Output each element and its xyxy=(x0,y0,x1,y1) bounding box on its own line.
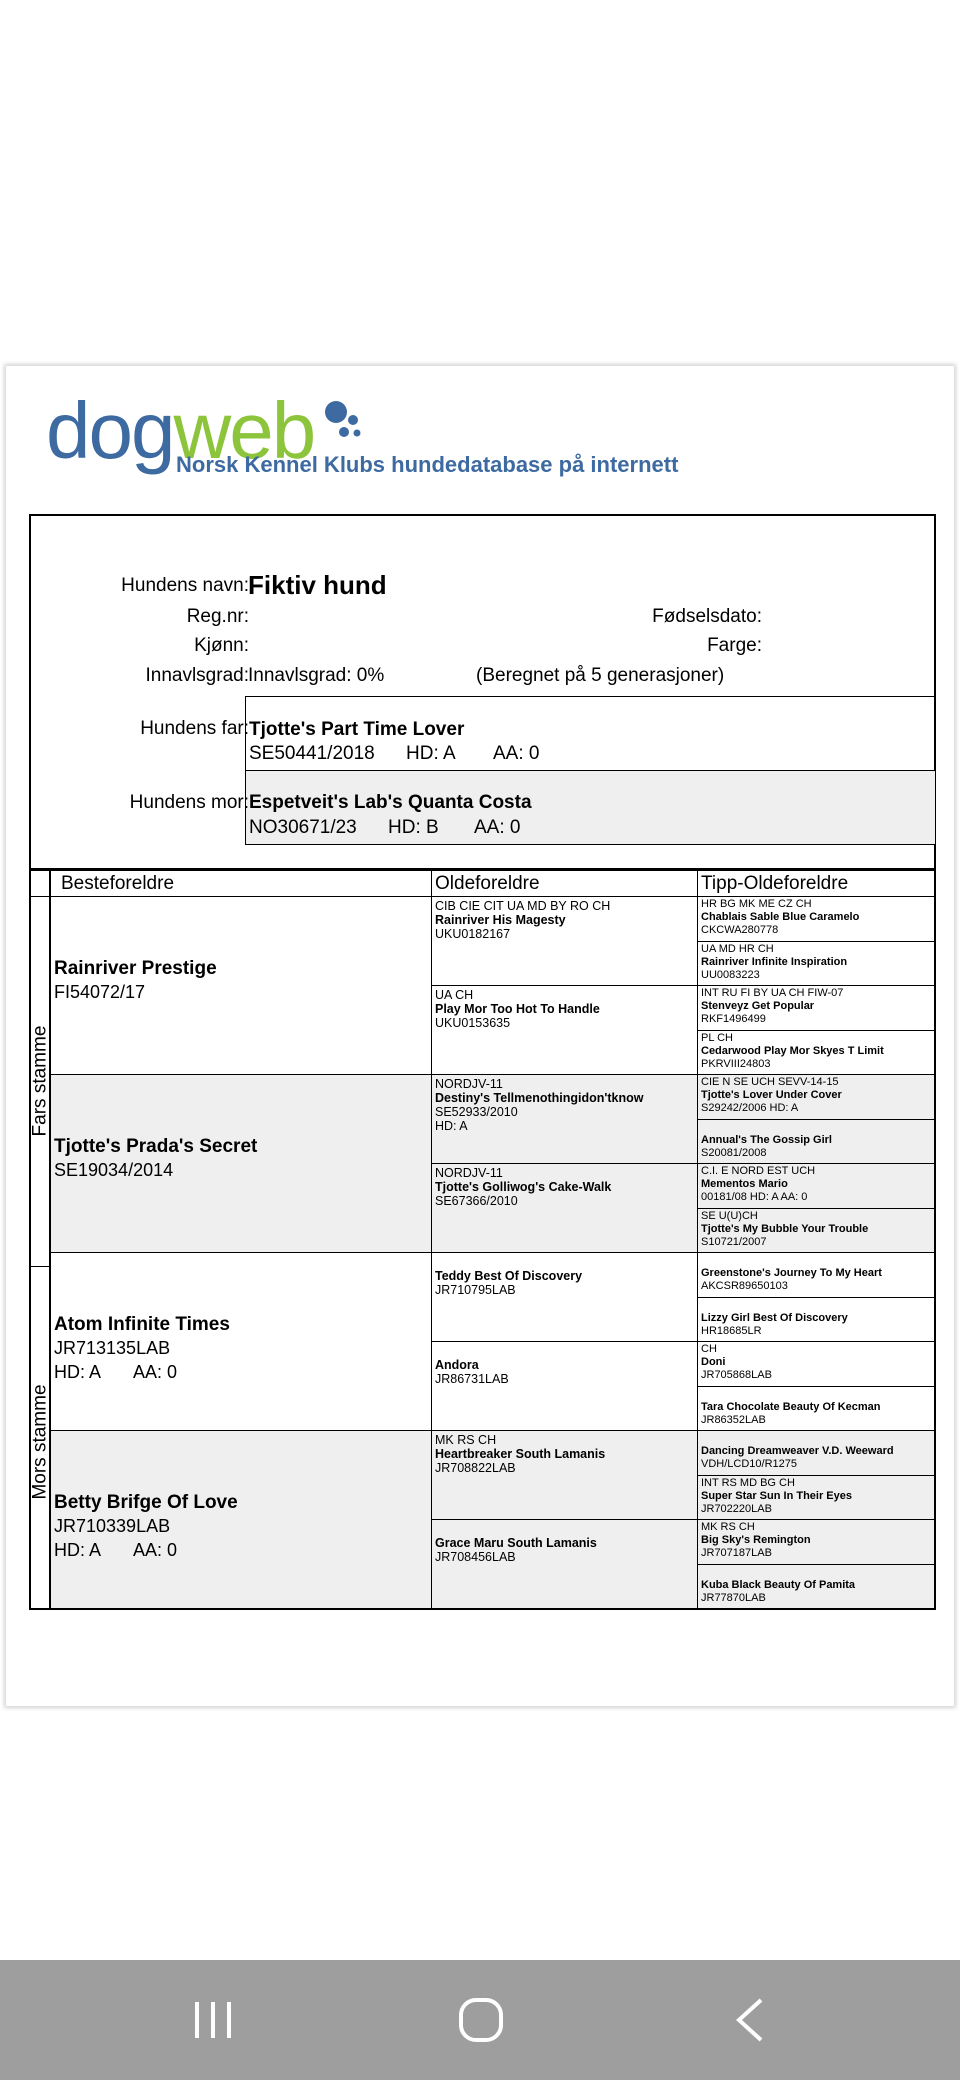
great-great-title: PL CH xyxy=(701,1031,733,1044)
great-great-reg: PKRVIII24803 xyxy=(701,1057,771,1070)
sire-box xyxy=(245,696,936,771)
great-grandparent-cell xyxy=(431,1252,698,1342)
great-great-grandparent-cell xyxy=(697,1430,936,1476)
great-great-reg: JR77870LAB xyxy=(701,1591,766,1604)
great-great-reg: HR18685LR xyxy=(701,1324,762,1337)
great-grandparent-name: Tjotte's Golliwog's Cake-Walk xyxy=(435,1180,612,1194)
grandparent-name: Rainriver Prestige xyxy=(54,958,217,979)
dogweb-logo: dogweb xyxy=(46,386,315,475)
grandparent-reg: FI54072/17 xyxy=(54,982,146,1002)
great-great-grandparent-cell xyxy=(697,896,936,942)
grandparent-cell xyxy=(50,1252,432,1431)
great-grandparent-cell xyxy=(431,1074,698,1164)
dam-box xyxy=(245,770,936,845)
great-grandparent-cell xyxy=(431,1430,698,1520)
grandparent-cell xyxy=(50,896,432,1075)
great-great-title: INT RU FI BY UA CH FIW-07 xyxy=(701,987,844,999)
great-great-title: C.I. E NORD EST UCH xyxy=(701,1165,816,1177)
great-great-title: MK RS CH xyxy=(701,1521,755,1533)
great-grandparent-reg: JR710795LAB xyxy=(435,1283,516,1297)
great-great-name: Doni xyxy=(701,1356,726,1368)
great-great-grandparent-cell xyxy=(697,1341,936,1387)
great-great-reg: AKCSR89650103 xyxy=(701,1280,788,1292)
great-grandparent-reg: SE67366/2010 xyxy=(435,1194,518,1208)
great-great-name: Annual's The Gossip Girl xyxy=(701,1133,832,1146)
great-grandparent-name: Grace Maru South Lamanis xyxy=(435,1536,597,1550)
pedigree-document xyxy=(6,366,954,1706)
logo-subtitle: Norsk Kennel Klubs hundedatabase på internett xyxy=(176,452,679,477)
grandparent-aa: AA: 0 xyxy=(133,1362,178,1382)
great-great-name: Dancing Dreamweaver V.D. Weeward xyxy=(701,1445,894,1457)
great-great-reg: JR702220LAB xyxy=(701,1502,772,1515)
great-great-grandparent-cell xyxy=(697,1252,936,1298)
sire-hd: HD: A xyxy=(406,743,456,764)
grandparent-hd: HD: A xyxy=(54,1362,102,1382)
logo-dots-icon xyxy=(320,396,370,446)
great-great-reg: RKF1496499 xyxy=(701,1013,766,1025)
great-grandparent-reg: JR708822LAB xyxy=(435,1461,516,1475)
great-grandparent-name: Play Mor Too Hot To Handle xyxy=(435,1002,600,1016)
dam-reg: NO30671/23 xyxy=(249,817,357,838)
grandparent-hd: HD: A xyxy=(54,1540,102,1560)
great-grandparent-name: Heartbreaker South Lamanis xyxy=(435,1447,606,1461)
great-great-grandparent-cell xyxy=(697,985,936,1031)
name-label: Hundens navn: xyxy=(121,575,249,596)
great-great-name: Stenveyz Get Popular xyxy=(701,1000,815,1012)
dam-name: Espetveit's Lab's Quanta Costa xyxy=(249,792,532,813)
great-great-title: CIE N SE UCH SEVV-14-15 xyxy=(701,1076,839,1088)
great-grandparent-title: UA CH xyxy=(435,988,474,1002)
great-great-reg: JR86352LAB xyxy=(701,1413,766,1426)
great-great-grandparent-cell xyxy=(697,1030,936,1076)
grandparent-name: Tjotte's Prada's Secret xyxy=(54,1136,258,1157)
great-great-name: Tjotte's My Bubble Your Trouble xyxy=(701,1222,869,1235)
great-great-title: CH xyxy=(701,1343,717,1355)
great-grandparent-name: Rainriver His Magesty xyxy=(435,913,566,927)
great-great-name: Greenstone's Journey To My Heart xyxy=(701,1267,882,1279)
great-grandparent-name: Destiny's Tellmenothingidon'tknow xyxy=(435,1091,644,1105)
header-great-grandparents xyxy=(431,870,698,897)
great-great-grandparent-cell xyxy=(697,1163,936,1209)
dam-aa: AA: 0 xyxy=(474,817,521,838)
great-great-title: SE U(U)CH xyxy=(701,1209,758,1222)
great-great-name: Rainriver Infinite Inspiration xyxy=(701,955,848,968)
dam-hd: HD: B xyxy=(388,817,439,838)
great-grandparent-cell xyxy=(431,1519,698,1609)
home-icon xyxy=(457,1996,505,2044)
dog-name: Fiktiv hund xyxy=(248,570,387,600)
great-great-grandparent-cell xyxy=(697,1475,936,1521)
recent-apps-button[interactable] xyxy=(150,1960,275,2080)
great-great-name: Cedarwood Play Mor Skyes T Limit xyxy=(701,1044,884,1057)
grandparent-name: Atom Infinite Times xyxy=(54,1314,230,1335)
great-grandparent-reg: JR708456LAB xyxy=(435,1550,516,1564)
back-button[interactable] xyxy=(688,1960,813,2080)
sex-label: Kjønn: xyxy=(194,635,249,656)
great-great-name: Tara Chocolate Beauty Of Kecman xyxy=(701,1400,881,1413)
great-great-reg: CKCWA280778 xyxy=(701,924,779,936)
great-great-title: UA MD HR CH xyxy=(701,942,774,955)
great-grandparent-name: Teddy Best Of Discovery xyxy=(435,1269,583,1283)
great-grandparent-title: CIB CIE CIT UA MD BY RO CH xyxy=(435,899,611,913)
great-great-name: Chablais Sable Blue Caramelo xyxy=(701,911,860,923)
great-grandparent-reg: UKU0153635 xyxy=(435,1016,511,1030)
great-great-title: INT RS MD BG CH xyxy=(701,1476,795,1489)
great-great-grandparent-cell xyxy=(697,1119,936,1165)
back-icon xyxy=(731,1996,771,2044)
great-grandparent-name: Andora xyxy=(435,1358,479,1372)
grandparent-cell xyxy=(50,1074,432,1253)
sire-label: Hundens far: xyxy=(140,718,249,739)
great-great-reg: S10721/2007 xyxy=(701,1235,767,1248)
great-great-grandparent-cell xyxy=(697,941,936,987)
great-grandparent-reg: SE52933/2010 xyxy=(435,1105,518,1119)
header-great-great-label: Tipp-Oldeforeldre xyxy=(701,873,849,894)
great-great-grandparent-cell xyxy=(697,1386,936,1432)
great-great-reg: VDH/LCD10/R1275 xyxy=(701,1458,797,1470)
home-button[interactable] xyxy=(418,1960,543,2080)
great-great-grandparent-cell xyxy=(697,1208,936,1254)
grandparent-reg: JR713135LAB xyxy=(54,1338,171,1358)
great-grandparent-cell xyxy=(431,1163,698,1253)
great-great-grandparent-cell xyxy=(697,1074,936,1120)
system-navigation-bar xyxy=(0,1960,960,2080)
header-great-great xyxy=(697,870,936,897)
great-great-name: Big Sky's Remington xyxy=(701,1534,811,1546)
great-great-grandparent-cell xyxy=(697,1297,936,1343)
sire-side-label: Fars stamme xyxy=(29,1025,51,1137)
inbreeding-label: Innavlsgrad: xyxy=(145,665,249,686)
grandparent-name: Betty Brifge Of Love xyxy=(54,1492,238,1513)
great-grandparent-reg: JR86731LAB xyxy=(435,1372,509,1386)
grandparent-reg: JR710339LAB xyxy=(54,1516,171,1536)
recent-apps-icon xyxy=(191,1998,235,2042)
great-grandparent-cell xyxy=(431,896,698,986)
reg-label: Reg.nr: xyxy=(186,606,249,627)
grandparent-aa: AA: 0 xyxy=(133,1540,178,1560)
color-label: Farge: xyxy=(707,635,762,656)
header-grandparents xyxy=(50,870,432,897)
header-great-grandparents-label: Oldeforeldre xyxy=(435,873,540,894)
grandparent-reg: SE19034/2014 xyxy=(54,1160,174,1180)
sire-aa: AA: 0 xyxy=(493,743,540,764)
generations-note: (Beregnet på 5 generasjoner) xyxy=(476,665,725,686)
header-grandparents-label: Besteforeldre xyxy=(61,873,175,894)
great-great-title: HR BG MK ME CZ CH xyxy=(701,898,812,910)
great-great-name: Tjotte's Lover Under Cover xyxy=(701,1089,842,1101)
great-great-reg: 00181/08 HD: A AA: 0 xyxy=(701,1191,808,1203)
great-grandparent-reg: UKU0182167 xyxy=(435,927,511,941)
great-great-name: Super Star Sun In Their Eyes xyxy=(701,1489,852,1502)
great-great-reg: JR707187LAB xyxy=(701,1547,772,1559)
great-great-name: Kuba Black Beauty Of Pamita xyxy=(701,1578,856,1591)
great-great-reg: S29242/2006 HD: A xyxy=(701,1102,799,1114)
great-grandparent-title: NORDJV-11 xyxy=(435,1166,503,1180)
great-great-name: Mementos Mario xyxy=(701,1178,788,1190)
great-great-reg: S20081/2008 xyxy=(701,1146,767,1159)
dam-side-label: Mors stamme xyxy=(29,1384,51,1500)
great-great-grandparent-cell xyxy=(697,1564,936,1610)
great-great-reg: JR705868LAB xyxy=(701,1369,772,1381)
dam-label: Hundens mor: xyxy=(129,792,249,813)
great-grandparent-title: NORDJV-11 xyxy=(435,1077,503,1091)
sire-name: Tjotte's Part Time Lover xyxy=(249,719,465,740)
great-grandparent-title: MK RS CH xyxy=(435,1433,497,1447)
great-great-name: Lizzy Girl Best Of Discovery xyxy=(701,1311,848,1324)
great-grandparent-cell xyxy=(431,985,698,1075)
great-great-grandparent-cell xyxy=(697,1519,936,1565)
great-great-reg: UU0083223 xyxy=(701,968,760,981)
sire-reg: SE50441/2018 xyxy=(249,743,375,764)
great-grandparent-extra: HD: A xyxy=(435,1119,468,1133)
header-spacer xyxy=(29,870,50,897)
birth-label: Fødselsdato: xyxy=(652,606,762,627)
great-grandparent-cell xyxy=(431,1341,698,1431)
inbreeding-value: Innavlsgrad: 0% xyxy=(248,665,385,686)
grandparent-cell xyxy=(50,1430,432,1609)
